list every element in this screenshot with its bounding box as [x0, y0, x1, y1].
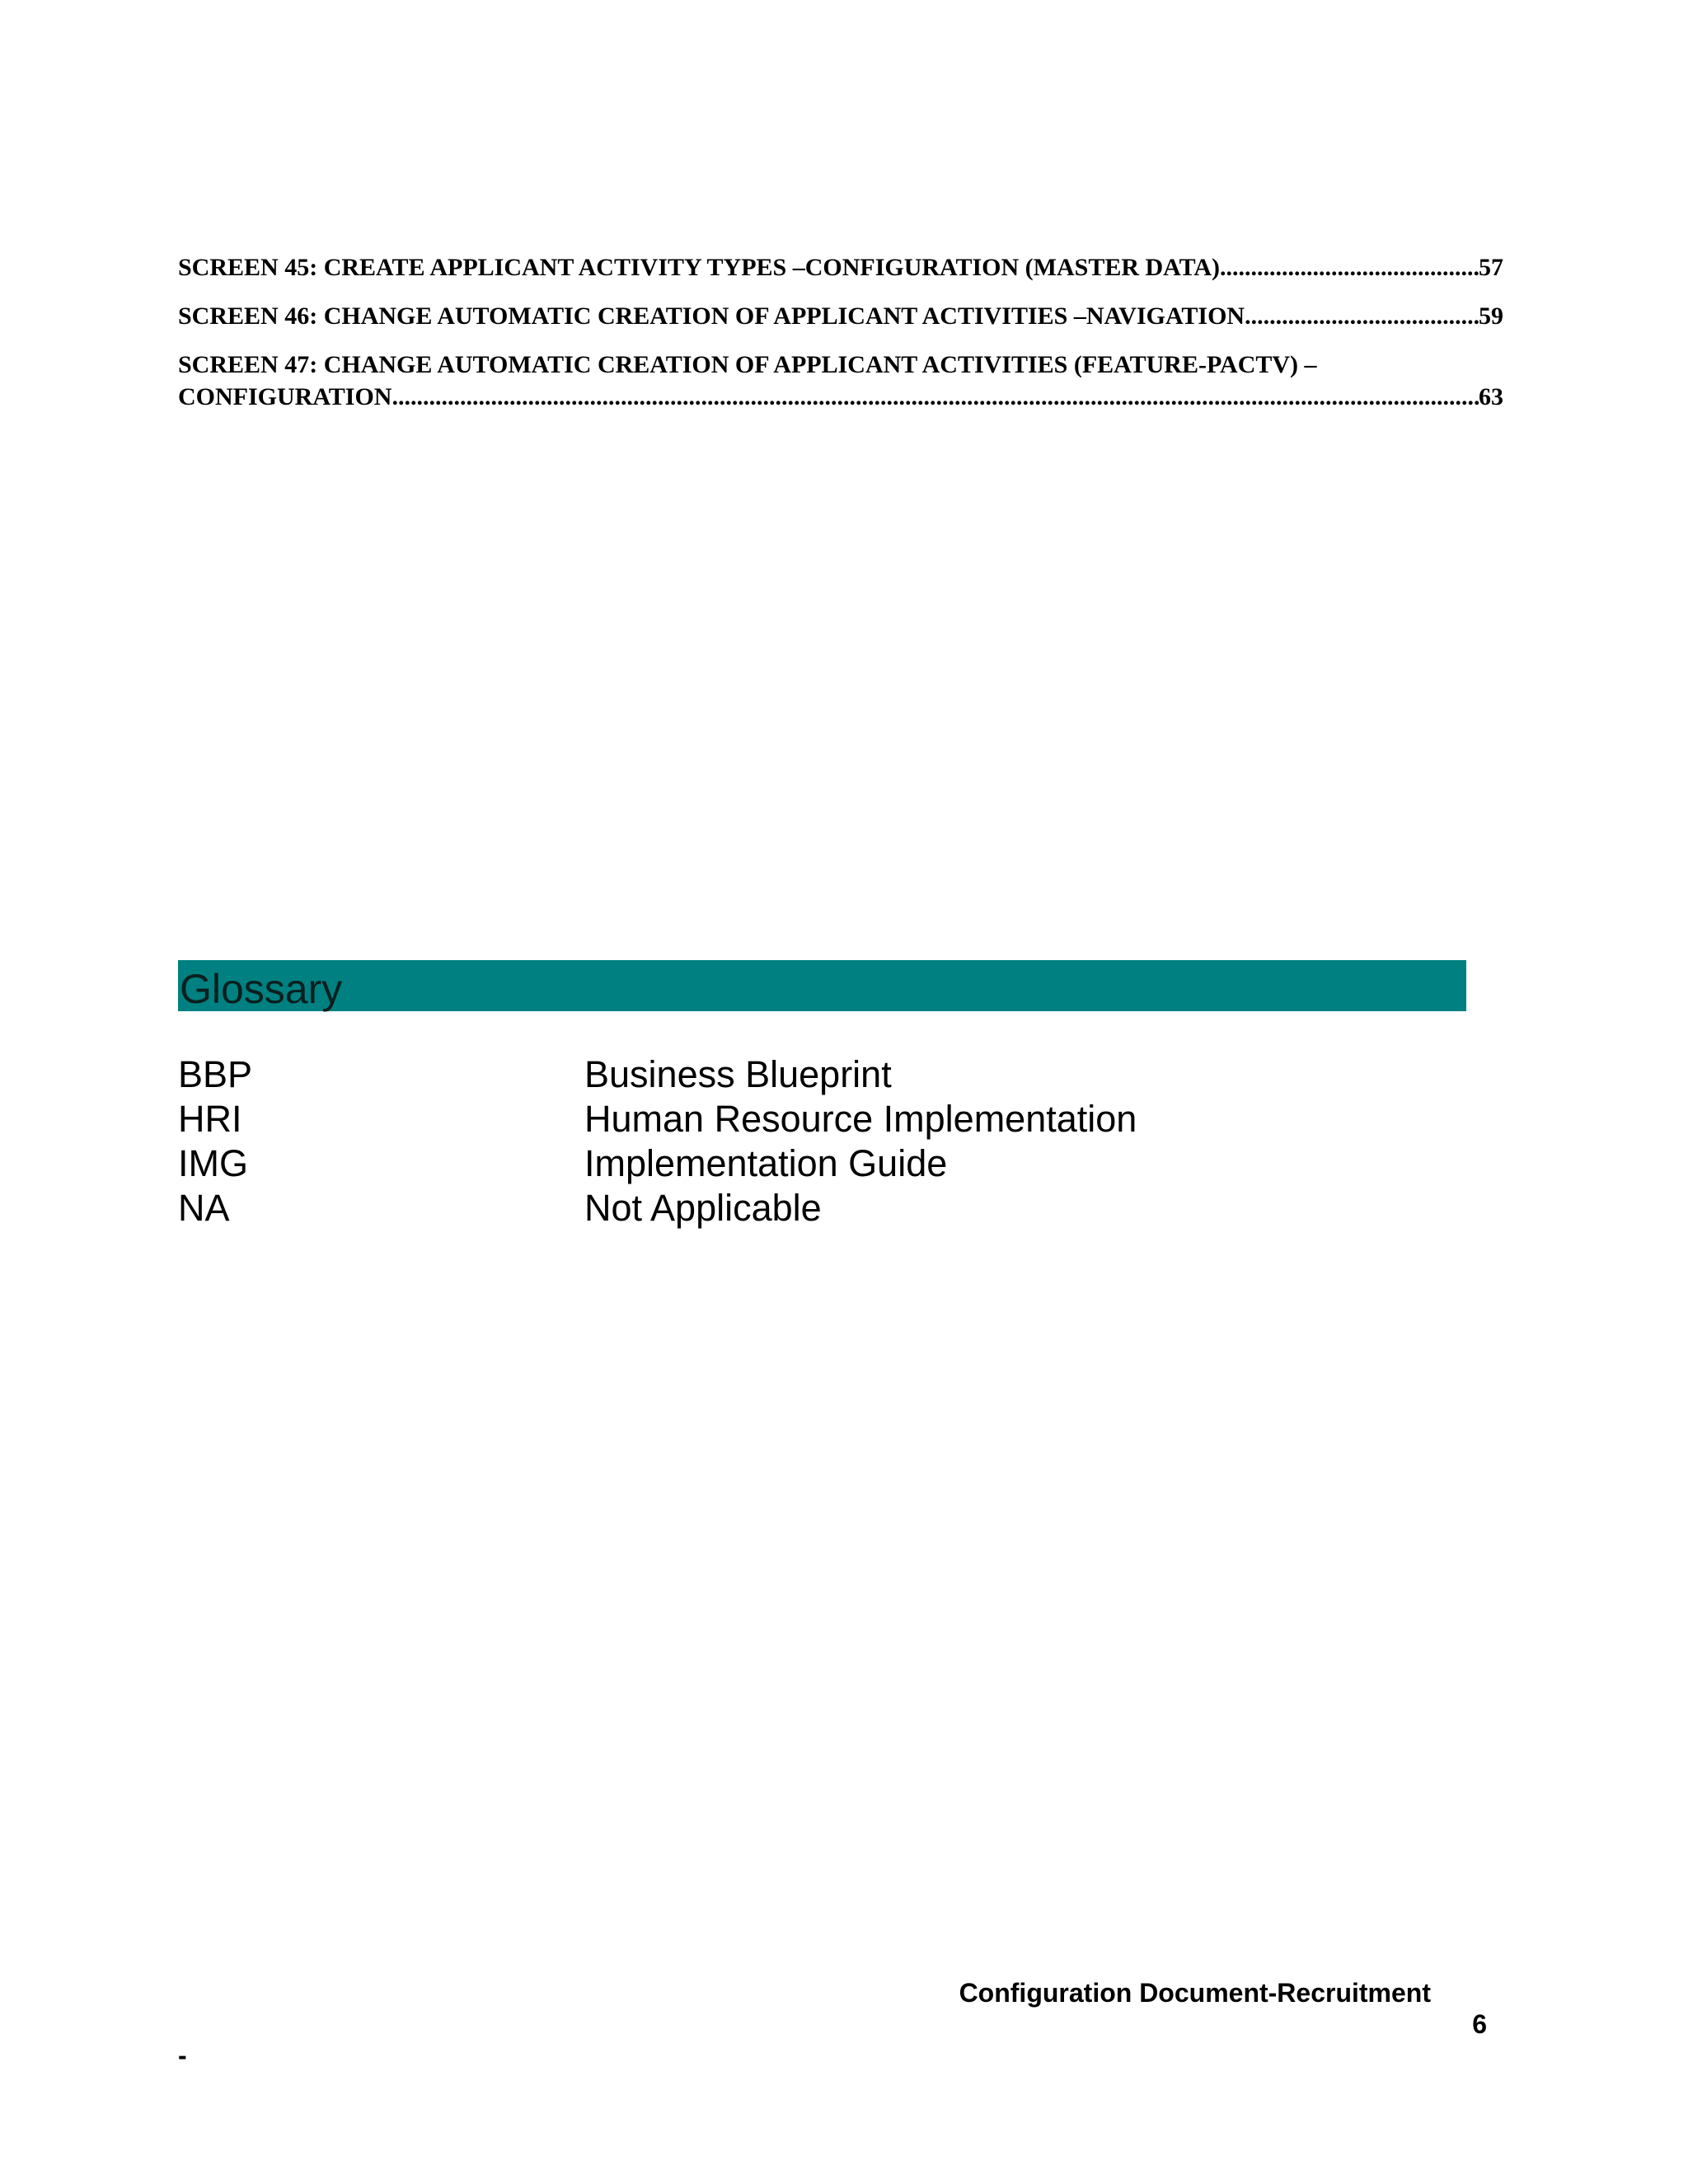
glossary-row	[178, 1186, 1332, 1230]
footer-dash: -	[178, 2041, 187, 2070]
toc-line	[178, 300, 1503, 332]
glossary-term: HRI	[178, 1098, 242, 1140]
table-of-contents	[178, 251, 1503, 429]
footer-page-number: 6	[1472, 2009, 1487, 2039]
glossary-row	[178, 1097, 1332, 1141]
toc-entry-text: SCREEN 45: CREATE APPLICANT ACTIVITY TYPES –CONFIGURATION (MASTER DATA)	[178, 254, 1221, 281]
toc-entry-screen-47[interactable]	[178, 349, 1503, 413]
toc-entry-text: SCREEN 47: CHANGE AUTOMATIC CREATION OF APPLICANT ACTIVITIES (FEATURE-PACTV) –	[178, 351, 1317, 378]
toc-entry-text: SCREEN 46: CHANGE AUTOMATIC CREATION OF APPLICANT ACTIVITIES –NAVIGATION	[178, 302, 1245, 330]
toc-entry-screen-46[interactable]	[178, 300, 1503, 332]
glossary-heading: Glossary	[180, 966, 343, 1012]
glossary-heading-bar	[178, 960, 1466, 1011]
footer-document-title: Configuration Document-Recruitment	[959, 1978, 1431, 2008]
glossary-row	[178, 1052, 1332, 1097]
toc-line	[178, 251, 1503, 284]
toc-dot-leader	[1245, 300, 1479, 332]
glossary-definition: Implementation Guide	[584, 1142, 948, 1184]
glossary-definition: Not Applicable	[584, 1187, 822, 1229]
glossary-term: NA	[178, 1187, 230, 1229]
toc-page-number: 59	[1479, 302, 1503, 330]
toc-dot-leader	[392, 381, 1479, 413]
toc-line	[178, 349, 1503, 381]
glossary-definition: Human Resource Implementation	[584, 1098, 1137, 1140]
glossary-definition: Business Blueprint	[584, 1053, 892, 1095]
toc-page-number: 63	[1479, 383, 1503, 410]
toc-entry-screen-45[interactable]	[178, 251, 1503, 284]
glossary-term: BBP	[178, 1053, 253, 1095]
toc-entry-text-continued: CONFIGURATION	[178, 383, 392, 410]
glossary-list	[178, 1052, 1332, 1230]
toc-dot-leader	[1220, 251, 1479, 284]
toc-page-number: 57	[1479, 254, 1503, 281]
glossary-row	[178, 1141, 1332, 1186]
toc-line	[178, 381, 1503, 413]
glossary-term: IMG	[178, 1142, 248, 1184]
